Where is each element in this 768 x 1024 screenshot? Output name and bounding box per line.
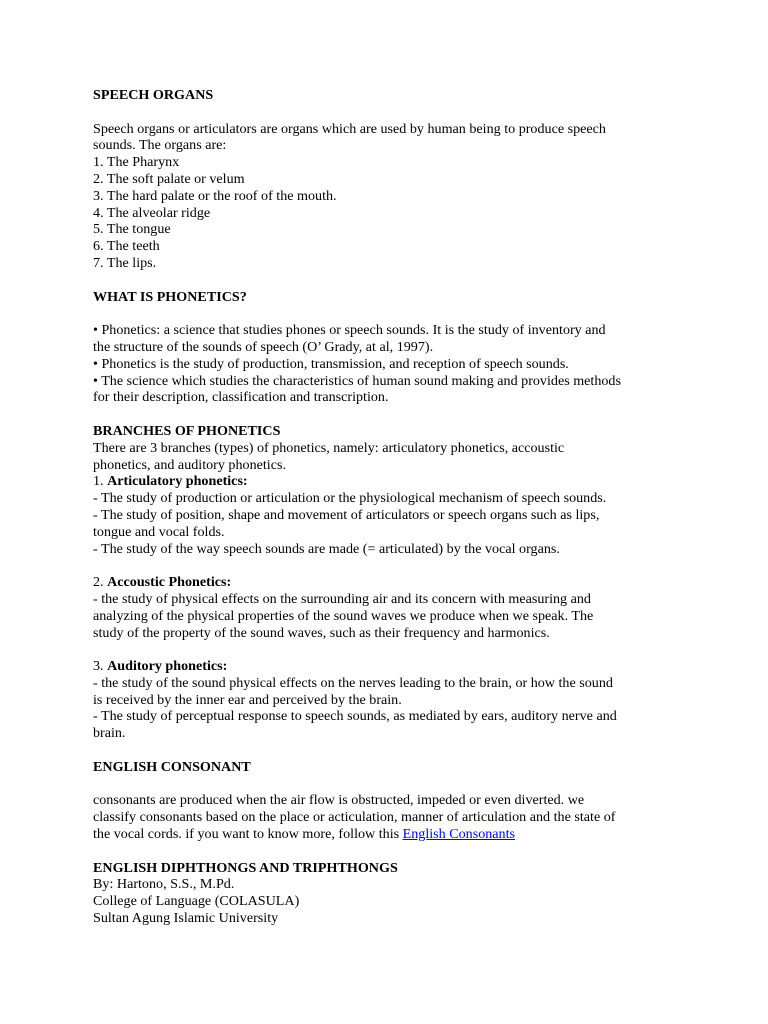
paragraph-line: Speech organs or articulators are organs which are used by human being to produce speech	[93, 120, 606, 137]
paragraph-line: phonetics, and auditory phonetics.	[93, 456, 286, 473]
subheading-number: 1.	[93, 473, 108, 490]
author-line: By: Hartono, S.S., M.Pd.	[93, 876, 235, 893]
subheading-auditory	[93, 658, 683, 675]
section-heading-what-is-phonetics: WHAT IS PHONETICS?	[93, 288, 247, 305]
paragraph-line: consonants are produced when the air flow is obstructed, impeded or even diverted. we	[93, 792, 585, 809]
paragraph-line: analyzing of the physical properties of the sound waves we produce when we speak. The	[93, 607, 594, 624]
paragraph-line: - the study of the sound physical effects on the nerves leading to the brain, or how the sound	[93, 674, 613, 691]
spacer	[93, 843, 683, 860]
paragraph-line: is received by the inner ear and perceived by the brain.	[93, 691, 402, 708]
section-heading-diphthongs: ENGLISH DIPHTHONGS AND TRIPHTHONGS	[93, 859, 398, 876]
subheading-number: 3.	[93, 658, 108, 675]
english-consonants-link[interactable]: English Consonants	[402, 826, 515, 843]
paragraph-line: - The study of perceptual response to speech sounds, as mediated by ears, auditory nerve and	[93, 708, 617, 725]
spacer	[93, 406, 683, 423]
paragraph-line: for their description, classification and transcription.	[93, 389, 389, 406]
paragraph-line: - The study of production or articulation or the physiological mechanism of speech sounds.	[93, 490, 607, 507]
paragraph-line: - The study of the way speech sounds are made (= articulated) by the vocal organs.	[93, 540, 560, 557]
document-page	[93, 87, 683, 927]
spacer	[93, 776, 683, 793]
paragraph-line: - The study of position, shape and movement of articulators or speech organs such as lips,	[93, 506, 600, 523]
paragraph-line: • Phonetics: a science that studies phones or speech sounds. It is the study of inventory and	[93, 322, 606, 339]
paragraph-line: - the study of physical effects on the surrounding air and its concern with measuring and	[93, 590, 591, 607]
list-item: 2. The soft palate or velum	[93, 170, 245, 187]
list-item: 4. The alveolar ridge	[93, 204, 211, 221]
subheading-title: Auditory phonetics:	[107, 658, 228, 675]
spacer	[93, 272, 683, 289]
list-item: 5. The tongue	[93, 221, 171, 238]
paragraph-line: brain.	[93, 725, 126, 742]
list-item: 7. The lips.	[93, 254, 157, 271]
list-item: 3. The hard palate or the roof of the mouth.	[93, 187, 337, 204]
section-heading-speech-organs: SPEECH ORGANS	[93, 87, 214, 103]
subheading-title: Articulatory phonetics:	[107, 473, 248, 490]
paragraph-line: • Phonetics is the study of production, transmission, and reception of speech sounds.	[93, 355, 569, 372]
paragraph-line-with-link	[93, 826, 683, 843]
spacer	[93, 641, 683, 658]
subheading-accoustic	[93, 574, 683, 591]
paragraph-line: the structure of the sounds of speech (O’ Grady, at al, 1997).	[93, 338, 434, 355]
list-item: 1. The Pharynx	[93, 154, 180, 171]
institution-line: Sultan Agung Islamic University	[93, 910, 279, 927]
paragraph-line: There are 3 branches (types) of phonetics, namely: articulatory phonetics, accoustic	[93, 439, 565, 456]
spacer	[93, 305, 683, 322]
subheading-articulatory	[93, 473, 683, 490]
paragraph-line: sounds. The organs are:	[93, 137, 227, 154]
paragraph-text: the vocal cords. if you want to know more, follow this	[93, 826, 403, 843]
section-heading-english-consonant: ENGLISH CONSONANT	[93, 758, 251, 775]
section-heading-branches: BRANCHES OF PHONETICS	[93, 422, 281, 439]
list-item: 6. The teeth	[93, 238, 160, 255]
spacer	[93, 557, 683, 574]
paragraph-line: tongue and vocal folds.	[93, 523, 225, 540]
paragraph-line: study of the property of the sound waves, such as their frequency and harmonics.	[93, 624, 550, 641]
subheading-title: Accoustic Phonetics:	[107, 574, 232, 591]
spacer	[93, 742, 683, 759]
paragraph-line: • The science which studies the characteristics of human sound making and provides methods	[93, 372, 621, 389]
subheading-number: 2.	[93, 574, 108, 591]
paragraph-line: classify consonants based on the place or acticulation, manner of articulation and the state of	[93, 809, 616, 826]
institution-line: College of Language (COLASULA)	[93, 893, 300, 910]
spacer	[93, 104, 683, 121]
